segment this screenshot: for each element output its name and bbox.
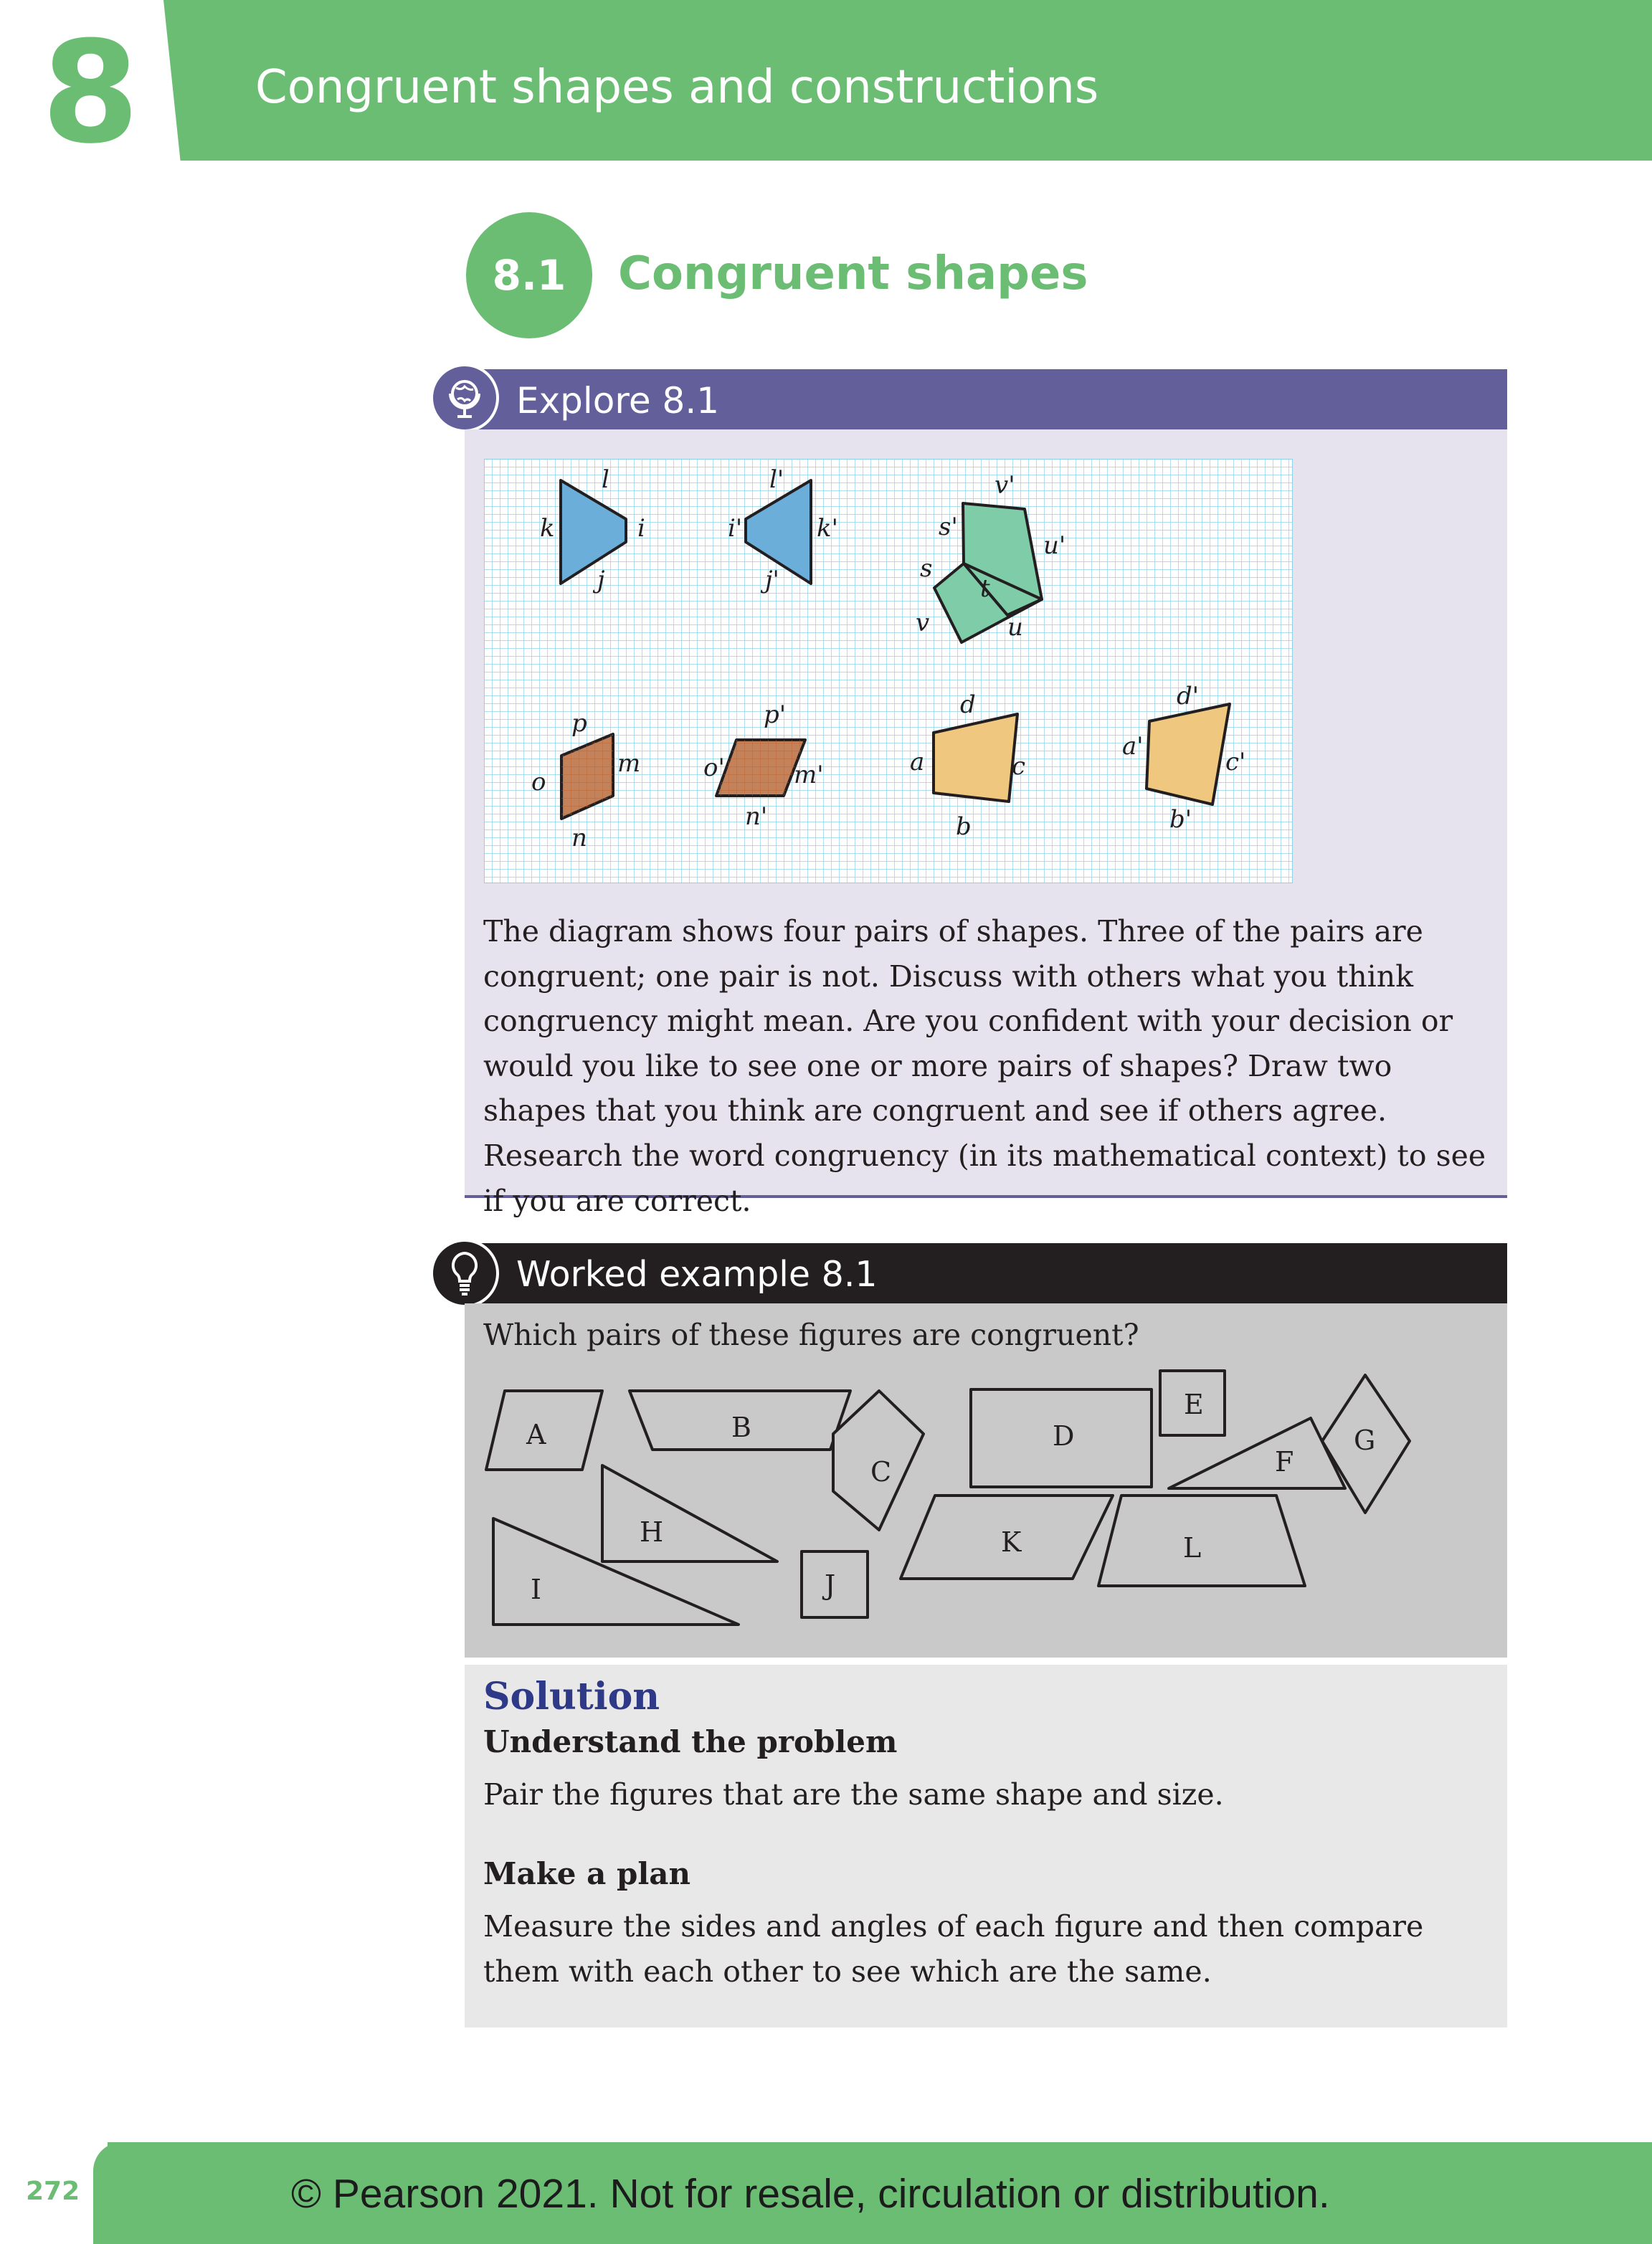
label-n-prime: n'	[745, 802, 768, 831]
label-i: i	[637, 514, 645, 543]
label-u-prime: u'	[1043, 531, 1066, 560]
figure-label-l: L	[1183, 1532, 1202, 1564]
label-l-prime: l'	[769, 465, 784, 494]
label-d-prime: d'	[1177, 682, 1200, 710]
plan-text: Measure the sides and angles of each figure and then compare them with each other to see which are the same.	[483, 1909, 1424, 1989]
label-j: j	[597, 566, 605, 594]
figure-label-f: F	[1275, 1446, 1294, 1478]
label-d: d	[960, 690, 976, 719]
section-title: Congruent shapes	[618, 247, 1088, 300]
label-s-prime: s'	[939, 513, 958, 541]
figure-label-b: B	[731, 1412, 751, 1443]
understand-heading: Understand the problem	[483, 1724, 898, 1759]
figure-label-d: D	[1053, 1420, 1075, 1452]
label-c-prime: c'	[1225, 748, 1246, 776]
understand-text: Pair the figures that are the same shape and size.	[483, 1777, 1224, 1812]
label-a-prime: a'	[1122, 732, 1144, 761]
congruent-pairs-diagram	[484, 459, 1293, 883]
figure-label-e: E	[1184, 1389, 1204, 1420]
label-k-prime: k'	[817, 514, 838, 543]
label-m: m	[617, 749, 641, 778]
label-p-prime: p'	[764, 700, 787, 729]
label-k: k	[540, 514, 555, 543]
lightbulb-icon	[430, 1239, 499, 1308]
explore-title: Explore 8.1	[516, 380, 720, 422]
figure-label-h: H	[640, 1516, 664, 1548]
label-j-prime: j'	[765, 566, 779, 594]
label-b-prime: b'	[1169, 805, 1192, 834]
figure-label-k: K	[1001, 1526, 1022, 1558]
label-n: n	[571, 824, 587, 852]
label-p: p	[571, 709, 587, 738]
label-a: a	[910, 748, 925, 776]
section-number-badge: 8.1	[466, 212, 592, 338]
figure-l	[1098, 1496, 1305, 1586]
copyright-notice: © Pearson 2021. Not for resale, circulation or distribution.	[291, 2171, 1330, 2217]
figure-h	[602, 1465, 777, 1561]
figure-label-c: C	[870, 1456, 892, 1488]
label-o-prime: o'	[703, 753, 725, 782]
label-i-prime: i'	[728, 514, 743, 543]
solution-title: Solution	[483, 1675, 660, 1718]
worked-example-question: Which pairs of these figures are congruent?	[483, 1318, 1139, 1352]
figure-label-j: J	[825, 1569, 836, 1601]
worked-example-title: Worked example 8.1	[516, 1254, 878, 1295]
label-v-prime: v'	[994, 471, 1015, 500]
figures-diagram	[465, 1362, 1507, 1649]
label-v: v	[916, 609, 930, 637]
figure-label-a: A	[526, 1419, 546, 1450]
page-number: 272	[26, 2177, 80, 2206]
label-u: u	[1007, 613, 1023, 642]
plan-heading: Make a plan	[483, 1856, 691, 1891]
chapter-number: 8	[42, 11, 140, 175]
label-l: l	[602, 465, 609, 494]
label-o: o	[531, 768, 546, 797]
globe-icon	[430, 363, 499, 432]
label-m-prime: m'	[794, 761, 824, 789]
label-b: b	[956, 812, 972, 841]
explore-text: The diagram shows four pairs of shapes. Three of the pairs are congruent; one pair is not. Discuss with others what you think congruency might mean. Are you confident with your decision or would you like to see one or more pairs of shapes? Draw two shapes that you think are congruent and see if others agree. Research the word congruency (in its mathematical context) to see if you are correct.	[483, 914, 1486, 1218]
label-c: c	[1012, 752, 1026, 781]
chapter-title: Congruent shapes and constructions	[255, 61, 1099, 114]
figure-label-i: I	[531, 1574, 542, 1605]
figure-label-g: G	[1354, 1425, 1376, 1456]
label-s: s	[920, 554, 933, 583]
label-t: t	[980, 574, 990, 603]
